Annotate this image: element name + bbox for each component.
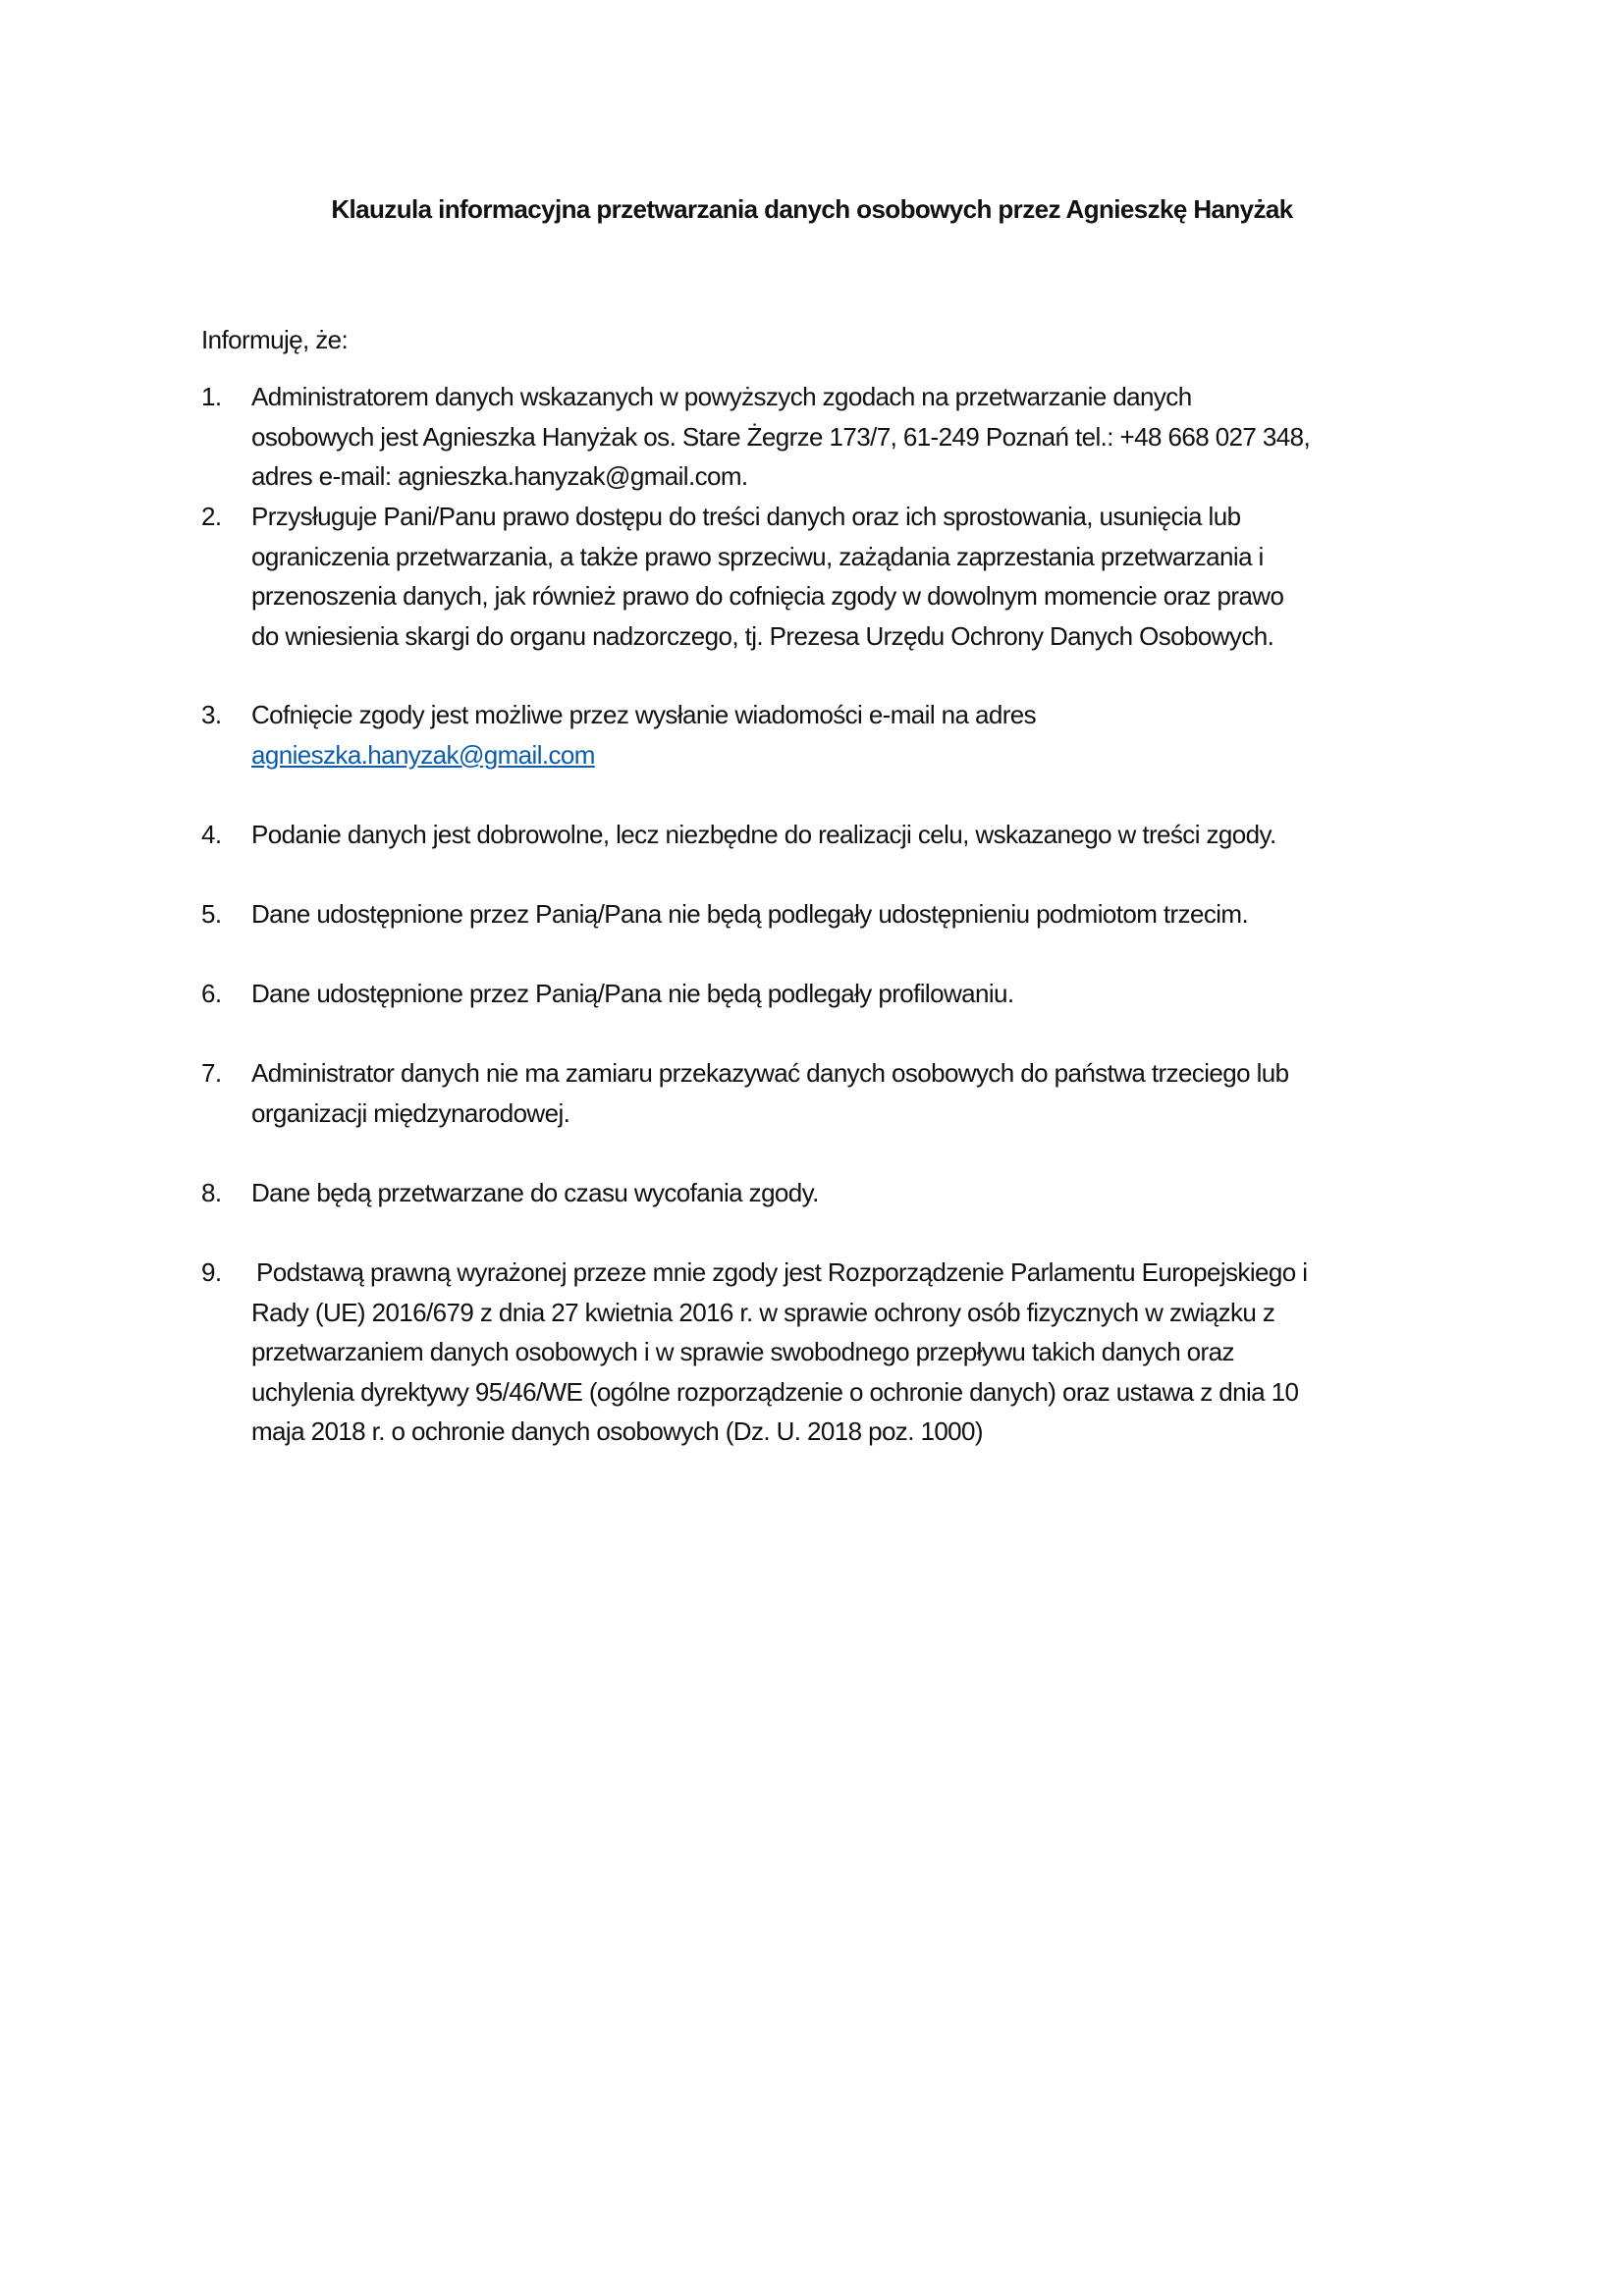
list-text-line: osobowych jest Agnieszka Hanyżak os. Stare Żegrze 173/7, 61-249 Poznań tel.: +48 668 027 348, <box>251 421 1311 452</box>
list-item-4 <box>201 815 1478 855</box>
email-link[interactable]: agnieszka.hanyzak@gmail.com <box>251 739 595 770</box>
list-number: 6. <box>201 979 222 1008</box>
intro-text: Informuję, że: <box>201 325 349 354</box>
list-text-line: do wniesienia skargi do organu nadzorczego, tj. Prezesa Urzędu Ochrony Danych Osobowych. <box>251 620 1274 651</box>
list-item-7 <box>201 1053 1478 1133</box>
list-number: 1. <box>201 382 222 411</box>
list-item-5 <box>201 894 1478 934</box>
list-item-1 <box>201 377 1478 497</box>
list-number: 8. <box>201 1178 222 1207</box>
list-text-line: adres e-mail: agnieszka.hanyzak@gmail.com. <box>251 461 748 491</box>
list-text-line: Dane będą przetwarzane do czasu wycofania zgody. <box>251 1178 819 1207</box>
list-number: 4. <box>201 820 222 849</box>
list-number: 3. <box>201 700 222 729</box>
list-text-line: przenoszenia danych, jak również prawo do cofnięcia zgody w dowolnym momencie oraz prawo <box>251 581 1284 611</box>
list-text-line: Dane udostępnione przez Panią/Pana nie będą podlegały profilowaniu. <box>251 979 1014 1008</box>
list-item-9 <box>201 1253 1478 1452</box>
list-text-line: organizacji międzynarodowej. <box>251 1097 570 1128</box>
list-item-2 <box>201 497 1478 656</box>
list-text-line: Podanie danych jest dobrowolne, lecz niezbędne do realizacji celu, wskazanego w treści zgody. <box>251 820 1276 849</box>
list-number: 9. <box>201 1257 222 1287</box>
list-number: 7. <box>201 1058 222 1088</box>
list-number: 2. <box>201 502 222 531</box>
list-text-line: maja 2018 r. o ochronie danych osobowych (Dz. U. 2018 poz. 1000) <box>251 1416 983 1446</box>
list-text-line: Podstawą prawną wyrażonej przeze mnie zgody jest Rozporządzenie Parlamentu Europejskiego i <box>256 1257 1308 1287</box>
list-text-line: Administratorem danych wskazanych w powyższych zgodach na przetwarzanie danych <box>251 382 1192 411</box>
list-number: 5. <box>201 899 222 929</box>
list-item-3 <box>201 695 1478 774</box>
list-text-line: Przysługuje Pani/Panu prawo dostępu do treści danych oraz ich sprostowania, usunięcia lub <box>251 502 1241 531</box>
list-text-line: Administrator danych nie ma zamiaru przekazywać danych osobowych do państwa trzeciego lub <box>251 1058 1289 1088</box>
list-text-line: Cofnięcie zgody jest możliwe przez wysłanie wiadomości e-mail na adres <box>251 700 1037 729</box>
list-text-line: ograniczenia przetwarzania, a także prawo sprzeciwu, zażądania zaprzestania przetwarzania i <box>251 541 1264 571</box>
list-item-6 <box>201 974 1478 1014</box>
list-text-line: Rady (UE) 2016/679 z dnia 27 kwietnia 2016 r. w sprawie ochrony osób fizycznych w związku z <box>251 1297 1275 1327</box>
list-text-line: przetwarzaniem danych osobowych i w sprawie swobodnego przepływu takich danych oraz <box>251 1337 1234 1366</box>
document-title: Klauzula informacyjna przetwarzania danych osobowych przez Agnieszkę Hanyżak <box>331 194 1293 224</box>
list-item-8 <box>201 1173 1478 1213</box>
list-text-line: uchylenia dyrektywy 95/46/WE (ogólne rozporządzenie o ochronie danych) oraz ustawa z dnia 10 <box>251 1376 1299 1407</box>
list-text-line: Dane udostępnione przez Panią/Pana nie będą podlegały udostępnieniu podmiotom trzecim. <box>251 899 1249 929</box>
